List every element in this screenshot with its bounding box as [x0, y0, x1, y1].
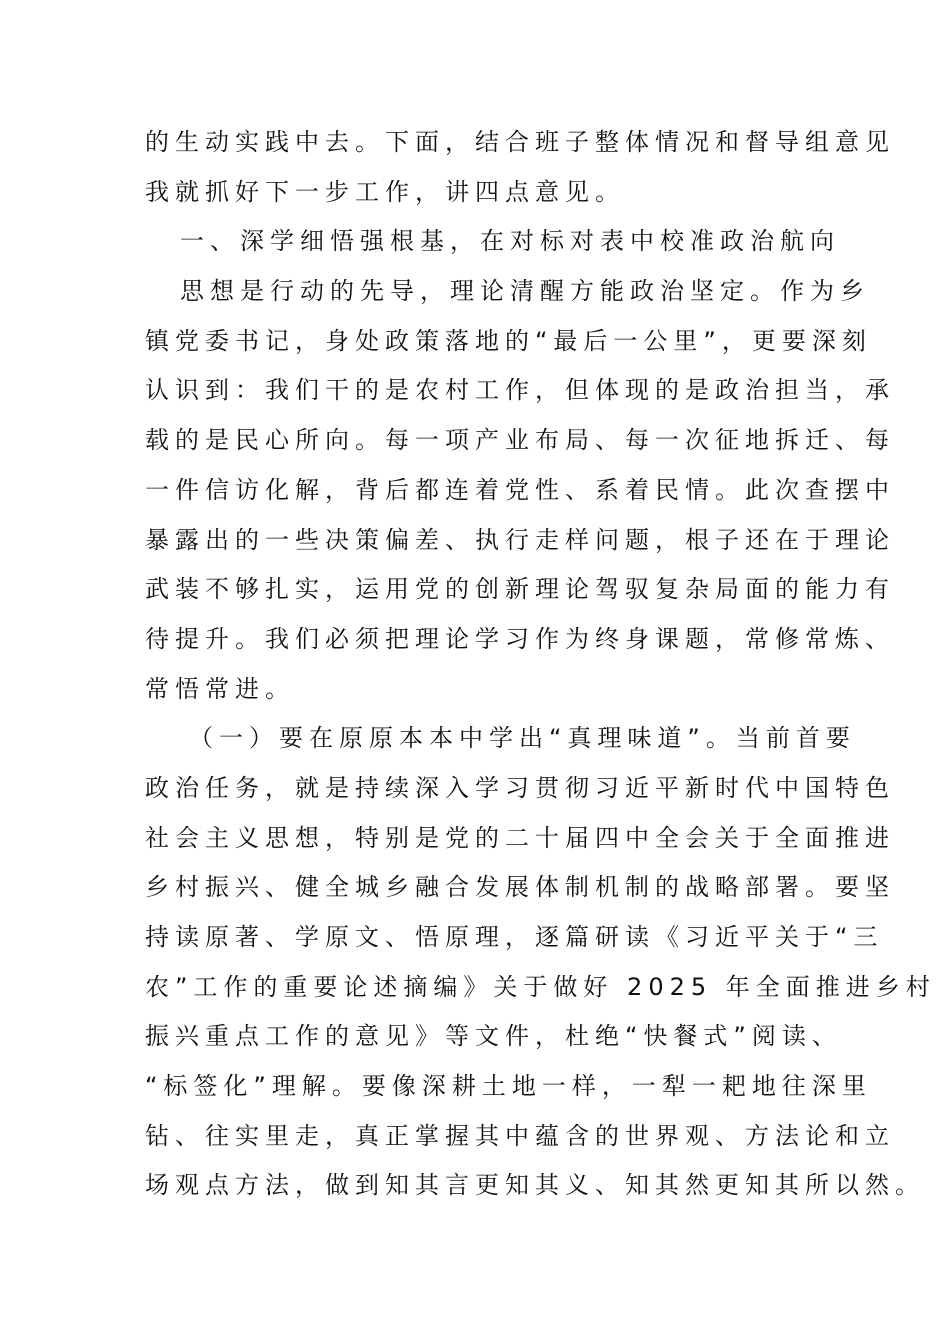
text-line: 武装不够扎实，运用党的创新理论驾驭复杂局面的能力有 [145, 575, 895, 604]
text-line: 载的是民心所向。每一项产业布局、每一次征地拆迁、每 [145, 426, 895, 455]
text-line: “标签化”理解。要像深耕土地一样，一犁一耙地往深里 [145, 1072, 872, 1101]
text-line: 认识到：我们干的是农村工作，但体现的是政治担当，承 [145, 376, 895, 405]
text-line: 思想是行动的先导，理论清醒方能政治坚定。作为乡 [180, 277, 870, 306]
text-line: 我就抓好下一步工作，讲四点意见。 [145, 177, 625, 206]
document-page [145, 118, 936, 1211]
text-line: 场观点方法，做到知其言更知其义、知其然更知其所以然。 [145, 1171, 925, 1200]
text-line: 持读原著、学原文、悟原理，逐篇研读《习近平关于“三 [145, 923, 884, 951]
text-line: 待提升。我们必须把理论学习作为终身课题，常修常炼、 [145, 624, 895, 653]
text-line: 振兴重点工作的意见》等文件，杜绝“快餐式”阅读、 [145, 1022, 842, 1051]
section-heading: 一、深学细悟强根基，在对标对表中校准政治航向 [180, 227, 840, 256]
subsection-line: （一）要在原原本本中学出“真理味道”。当前首要 [189, 724, 856, 753]
text-line: 钻、往实里走，真正掌握其中蕴含的世界观、方法论和立 [145, 1121, 895, 1150]
text-line: 乡村振兴、健全城乡融合发展体制机制的战略部署。要坚 [145, 873, 895, 902]
text-line: 镇党委书记，身处政策落地的“最后一公里”，更要深刻 [145, 326, 872, 355]
text-line: 农”工作的重要论述摘编》关于做好 2025 年全面推进乡村 [145, 972, 936, 1001]
text-line: 社会主义思想，特别是党的二十届四中全会关于全面推进 [145, 823, 895, 852]
text-line: 暴露出的一些决策偏差、执行走样问题，根子还在于理论 [145, 525, 895, 554]
text-line: 常悟常进。 [145, 674, 295, 703]
text-line: 政治任务，就是持续深入学习贯彻习近平新时代中国特色 [145, 773, 895, 802]
text-line: 的生动实践中去。下面，结合班子整体情况和督导组意见 [145, 128, 895, 156]
text-line: 一件信访化解，背后都连着党性、系着民情。此次查摆中 [145, 475, 895, 504]
